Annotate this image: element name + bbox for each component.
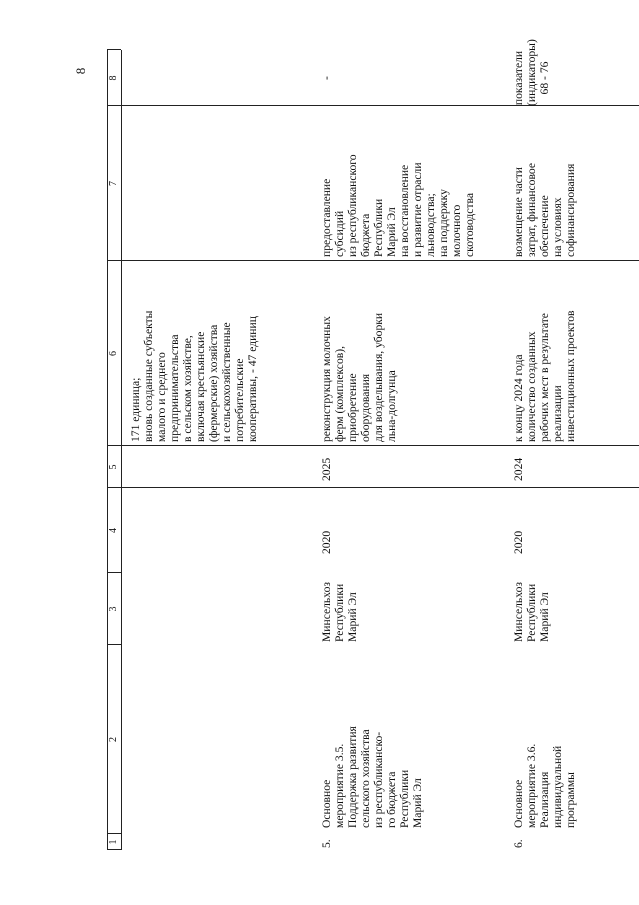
row-5-number: 5. xyxy=(320,839,333,848)
col-header-1: 1 xyxy=(108,839,119,845)
col-divider xyxy=(107,105,639,106)
row-5-end-year: 2025 xyxy=(320,457,333,481)
col-header-2: 2 xyxy=(108,737,119,742)
col-header-7: 7 xyxy=(108,181,119,186)
page-number: 8 xyxy=(73,67,88,75)
row-6-end-year: 2024 xyxy=(512,457,525,481)
col-divider xyxy=(107,849,121,850)
col-divider xyxy=(107,644,121,645)
header-bottom-border xyxy=(121,50,122,850)
row-cont-result: 171 единица; вновь созданные субъекты малого и среднего предпринимательства в сельском хозяйстве, включая крестьянские (фермерские) хозяйства и сельскохозяйственные потребительские кооперативы, - 47 единиц xyxy=(129,310,259,442)
row-5-start-year: 2020 xyxy=(320,530,333,554)
col-header-3: 3 xyxy=(108,606,119,612)
row-6-name: Основное мероприятие 3.6. Реализация индивидуальной программы xyxy=(512,743,577,828)
row-6-indicator: показатели (индикаторы) 68 - 76 xyxy=(512,39,551,106)
col-divider xyxy=(107,260,639,261)
program-table xyxy=(107,39,639,850)
row-5-name: Основное мероприятие 3.5. Поддержка развития сельского хозяйства из республиканско- го бюджета Республики Марий Эл xyxy=(320,726,424,828)
col-divider xyxy=(107,445,639,446)
col-header-4: 4 xyxy=(108,528,119,533)
row-5-result: реконструкция молочных ферм (комплексов), приобретение оборудования для возделывания, уборки льна-долгунца xyxy=(320,312,398,442)
row-5-indicator: - xyxy=(320,76,333,80)
col-header-6: 6 xyxy=(108,351,119,356)
header-top-border xyxy=(107,50,108,850)
row-5-measure: предоставление субсидий из республиканского бюджета Республики Марий Эл на восстановление и развитие отрасли льноводства; на поддержку молочного скотоводства xyxy=(320,154,476,257)
row-5-executor: Минсельхоз Республики Марий Эл xyxy=(320,582,359,642)
row-6-executor: Минсельхоз Республики Марий Эл xyxy=(512,582,551,642)
row-6-result: к концу 2024 года количество созданных рабочих мест в результате реализации инвестиционных проектов xyxy=(512,310,577,442)
col-divider xyxy=(107,49,121,50)
row-6-measure: возмещение части затрат, финансовое обеспечение на условиях софинансирования xyxy=(512,163,577,257)
col-header-8: 8 xyxy=(108,75,119,81)
col-divider xyxy=(107,487,639,488)
row-6-number: 6. xyxy=(512,839,525,848)
col-header-5: 5 xyxy=(108,464,119,470)
col-divider xyxy=(107,572,121,573)
row-6-start-year: 2020 xyxy=(512,530,525,554)
col-divider xyxy=(107,833,121,834)
